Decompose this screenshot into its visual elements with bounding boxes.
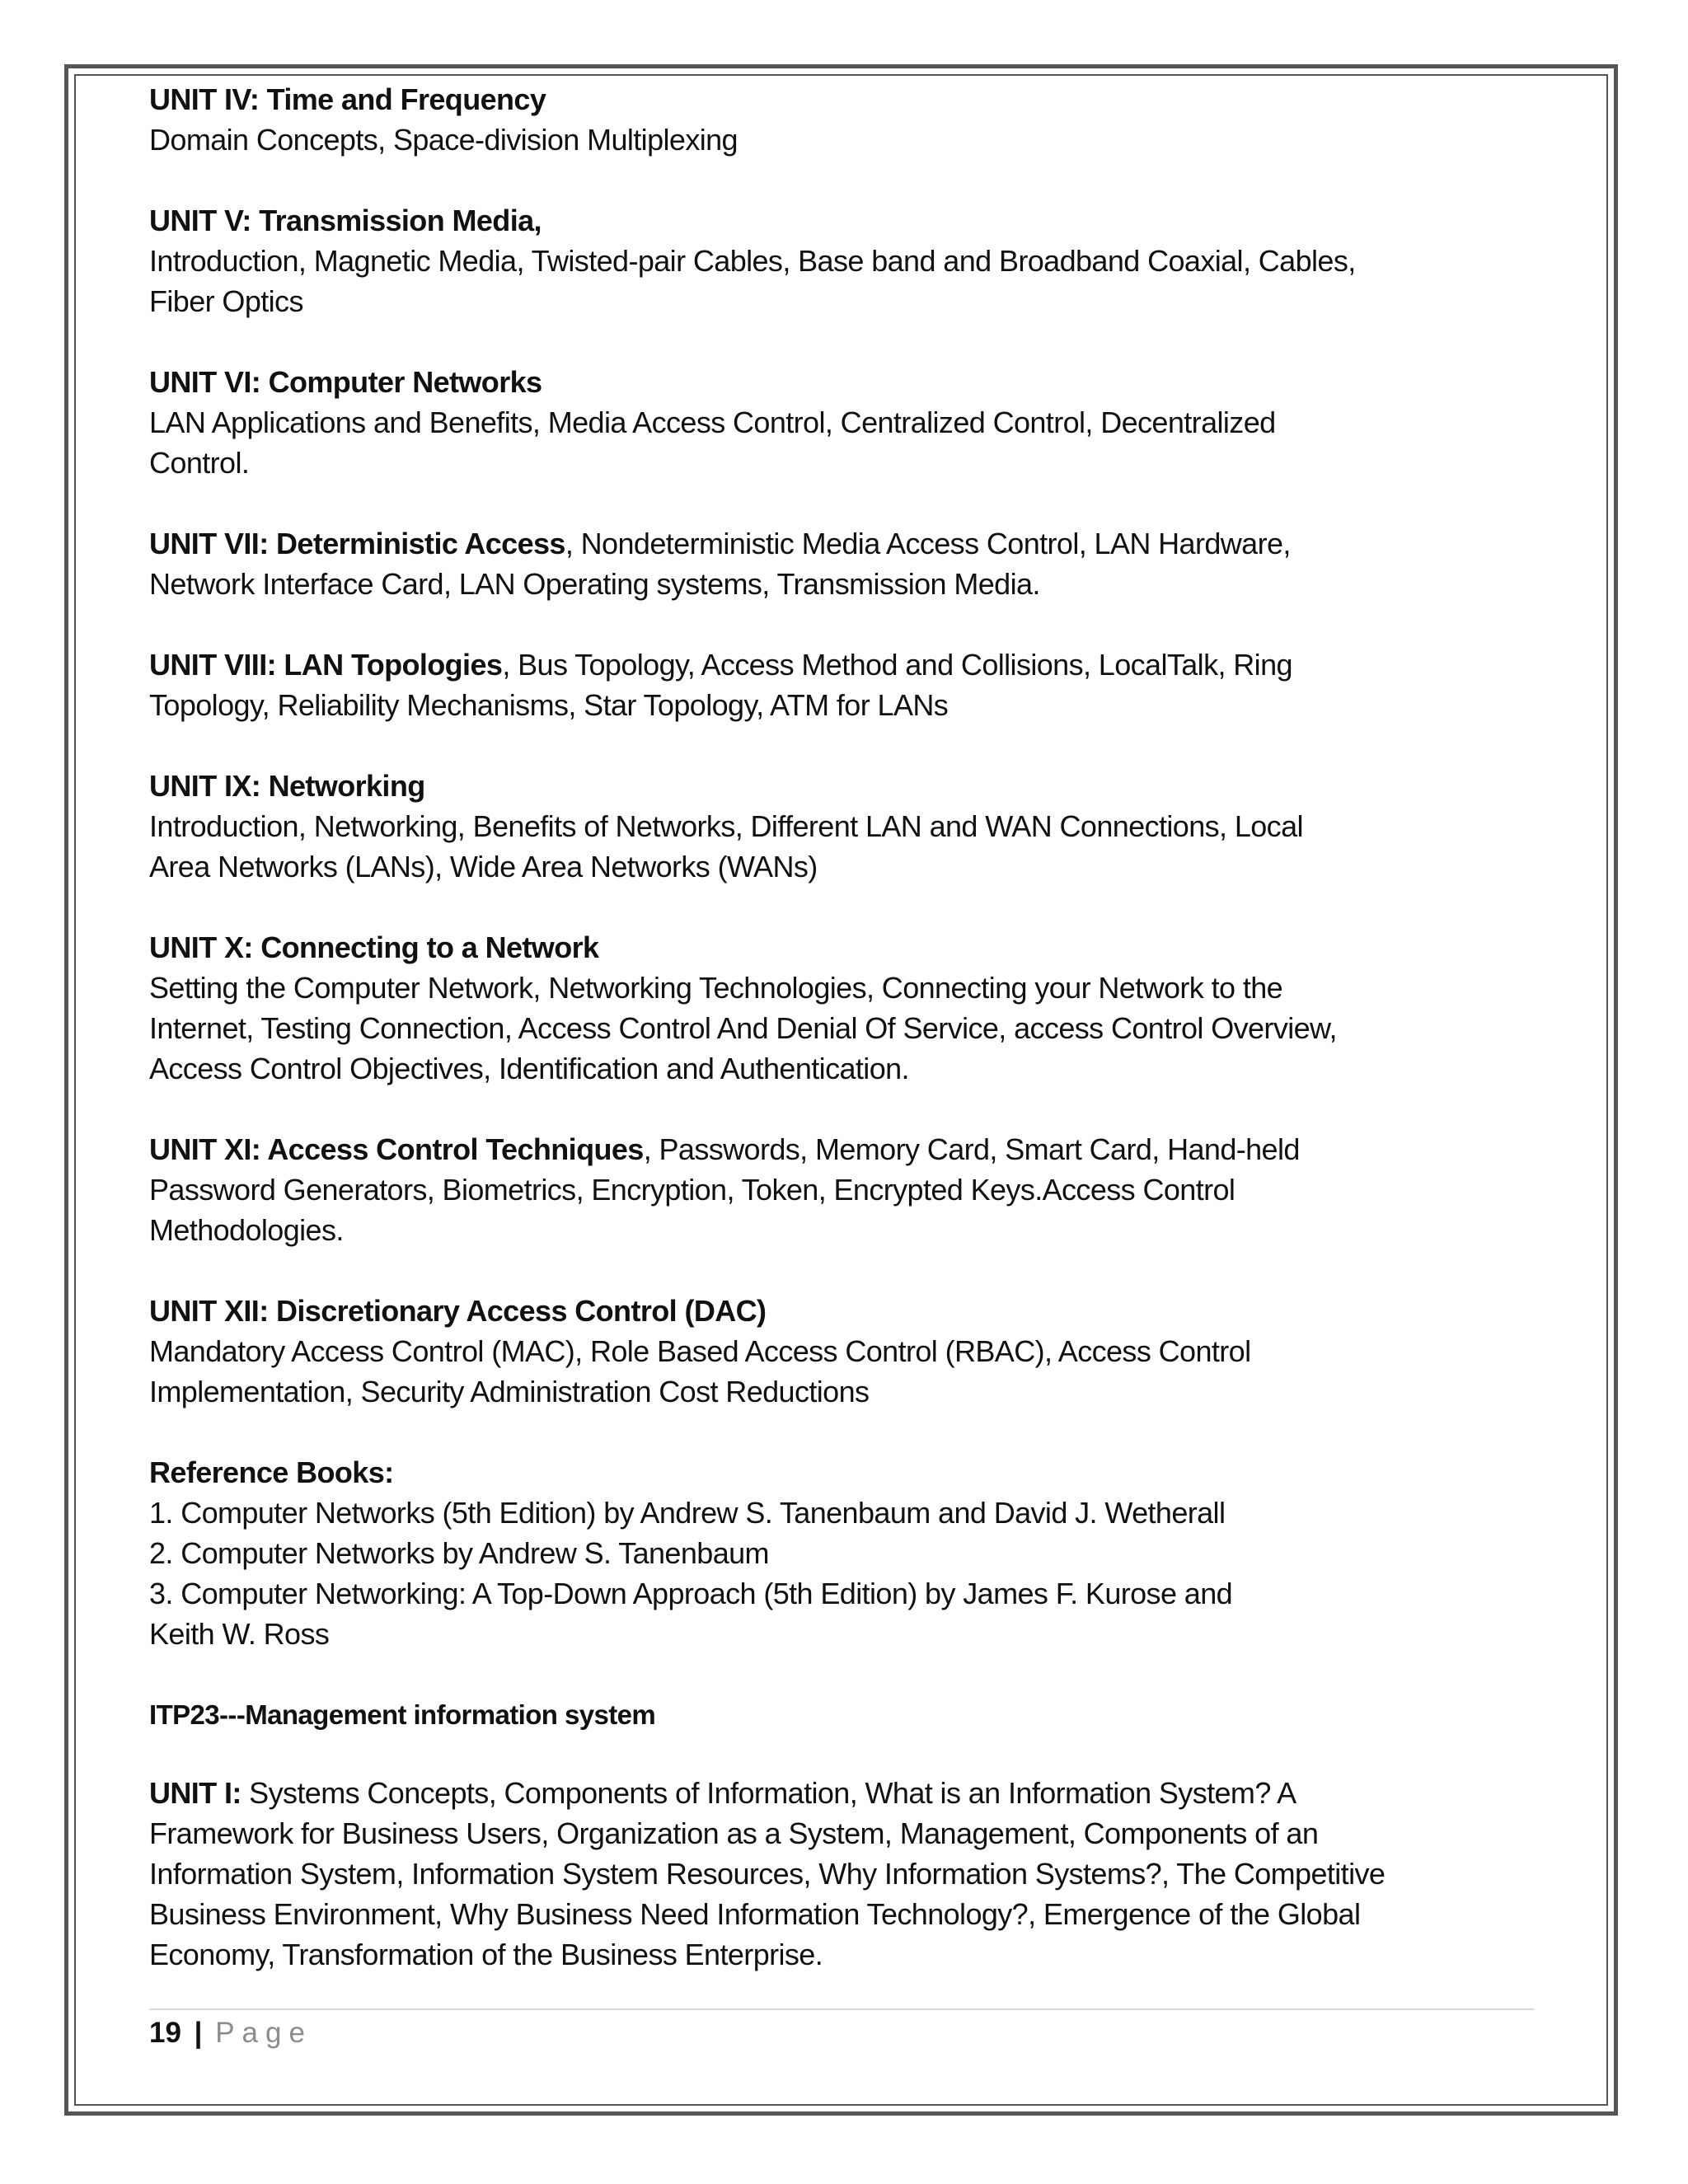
unit-heading: UNIT I: [149,1776,241,1810]
text-line [149,200,1468,241]
unit-heading: UNIT IX: Networking [149,769,425,803]
page-label: Page [215,2017,312,2049]
unit-topics: Systems Concepts, Components of Information, What is an Information System? A [241,1776,1296,1810]
unit-topics: Network Interface Card, LAN Operating systems, Transmission Media. [149,567,1040,601]
text-line [149,564,1468,604]
text-line [149,281,1468,321]
unit-heading: Reference Books: [149,1455,394,1489]
text-line [149,685,1468,725]
unit-heading: UNIT VIII: LAN Topologies [149,648,503,682]
unit-topics: Business Environment, Why Business Need Information Technology?, Emergence of the Global [149,1897,1361,1931]
unit-section [149,1452,1468,1654]
unit-topics: Control. [149,446,250,480]
unit-topics: Topology, Reliability Mechanisms, Star Topology, ATM for LANs [149,688,949,722]
footer-divider [149,2008,1534,2010]
unit-heading: UNIT VI: Computer Networks [149,365,542,399]
unit-topics: Introduction, Magnetic Media, Twisted-pair Cables, Base band and Broadband Coaxial, Cables, [149,244,1356,278]
text-line [149,1129,1468,1169]
text-line [149,79,1468,120]
text-line [149,927,1468,968]
text-line [149,1493,1468,1533]
unit-section [149,1291,1468,1412]
text-line [149,968,1468,1008]
unit-topics: Password Generators, Biometrics, Encryption, Token, Encrypted Keys.Access Control [149,1173,1236,1207]
course-heading: ITP23---Management information system [149,1699,656,1730]
footer-separator: | [194,2017,203,2049]
unit-section-final [149,1773,1468,1975]
page-footer [149,2013,312,2053]
text-line [149,846,1468,887]
unit-topics: Framework for Business Users, Organization as a System, Management, Components of an [149,1816,1319,1850]
unit-heading: UNIT X: Connecting to a Network [149,930,599,964]
text-line [149,443,1468,483]
unit-section [149,79,1468,160]
text-line [149,1813,1468,1854]
unit-section [149,766,1468,887]
text-line [149,241,1468,281]
unit-topics: LAN Applications and Benefits, Media Access Control, Centralized Control, Decentralized [149,405,1276,439]
text-line [149,120,1468,160]
text-line [149,1533,1468,1573]
unit-topics: , Nondeterministic Media Access Control, LAN Hardware, [565,527,1291,560]
text-line [149,1894,1468,1934]
text-line [149,1291,1468,1331]
text-line [149,1614,1468,1654]
unit-topics: Fiber Optics [149,284,303,318]
unit-section [149,523,1468,604]
unit-heading: UNIT XI: Access Control Techniques [149,1132,644,1166]
unit-heading: UNIT V: Transmission Media, [149,204,542,237]
unit-topics: 2. Computer Networks by Andrew S. Tanenbaum [149,1536,769,1570]
unit-topics: Access Control Objectives, Identification and Authentication. [149,1052,909,1085]
document-body [149,79,1468,2015]
text-line [149,1210,1468,1250]
text-line [149,1048,1468,1089]
text-line [149,1934,1468,1975]
text-line [149,766,1468,806]
unit-topics: Keith W. Ross [149,1617,330,1651]
unit-topics: Internet, Testing Connection, Access Control And Denial Of Service, access Control Overview, [149,1011,1337,1045]
unit-topics: , Passwords, Memory Card, Smart Card, Hand-held [643,1132,1300,1166]
text-line [149,1371,1468,1412]
text-line [149,806,1468,846]
unit-heading: UNIT VII: Deterministic Access [149,527,565,560]
unit-section [149,200,1468,321]
units-list [149,79,1468,1654]
text-line [149,523,1468,564]
unit-topics: , Bus Topology, Access Method and Collisions, LocalTalk, Ring [502,648,1292,682]
text-line [149,362,1468,402]
unit-topics: Information System, Information System Resources, Why Information Systems?, The Competitive [149,1857,1386,1891]
text-line [149,1169,1468,1210]
unit-topics: Introduction, Networking, Benefits of Networks, Different LAN and WAN Connections, Local [149,809,1303,843]
text-line [149,1008,1468,1048]
unit-topics: Area Networks (LANs), Wide Area Networks (WANs) [149,850,818,883]
unit-topics: Mandatory Access Control (MAC), Role Based Access Control (RBAC), Access Control [149,1334,1251,1368]
text-line [149,1452,1468,1493]
unit-topics: Implementation, Security Administration Cost Reductions [149,1375,870,1408]
page-number: 19 [149,2017,181,2049]
unit-topics: Domain Concepts, Space-division Multiplexing [149,123,738,157]
unit-section [149,362,1468,483]
unit-section [149,1129,1468,1250]
unit-topics: Setting the Computer Network, Networking Technologies, Connecting your Network to the [149,971,1283,1005]
text-line [149,402,1468,443]
text-line [149,1573,1468,1614]
unit-heading: UNIT IV: Time and Frequency [149,82,546,116]
unit-section [149,927,1468,1089]
unit-topics: Economy, Transformation of the Business Enterprise. [149,1938,823,1971]
text-line [149,1331,1468,1371]
text-line [149,1773,1468,1813]
unit-section [149,644,1468,725]
unit-topics: 3. Computer Networking: A Top-Down Approach (5th Edition) by James F. Kurose and [149,1577,1233,1610]
unit-topics: 1. Computer Networks (5th Edition) by Andrew S. Tanenbaum and David J. Wetherall [149,1496,1226,1530]
text-line [149,1854,1468,1894]
text-line [149,644,1468,685]
unit-heading: UNIT XII: Discretionary Access Control (DAC) [149,1294,767,1328]
unit-topics: Methodologies. [149,1213,344,1247]
